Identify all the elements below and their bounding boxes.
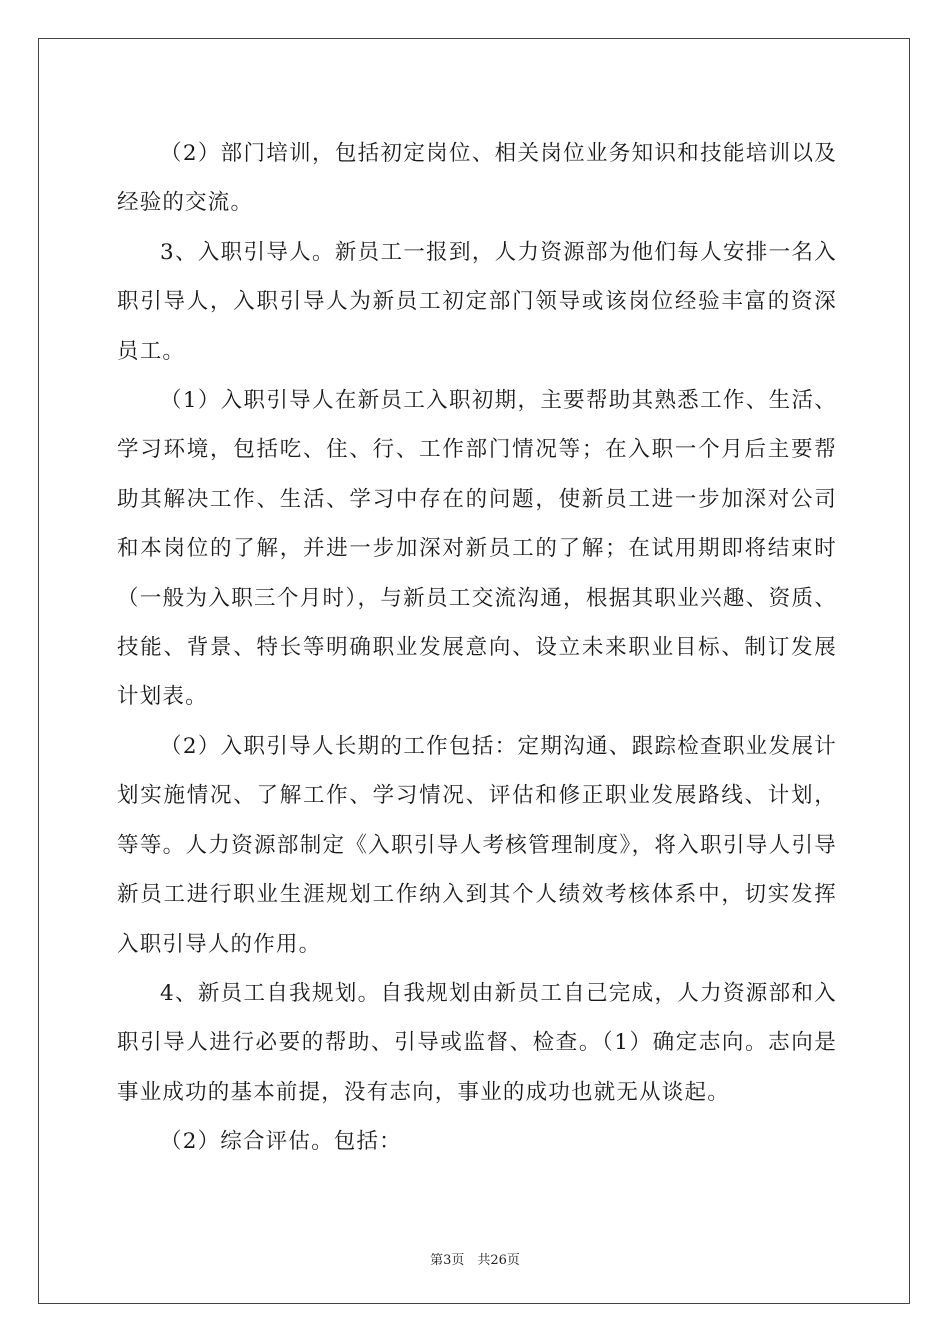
paragraph-6: （2）综合评估。包括： bbox=[160, 1129, 402, 1155]
paragraph-1: （2）部门培训，包括初定岗位、相关岗位业务知识和技能培训以及经验的交流。 bbox=[117, 141, 837, 216]
paragraph-4: （2）入职引导人长期的工作包括：定期沟通、跟踪检查职业发展计划实施情况、了解工作、学习情况、评估和修正职业发展路线、计划，等等。人力资源部制定《入职引导人考核管理制度》，将入职引导人引导新员工进行职业生涯规划工作纳入到其个人绩效考核体系中，切实发挥入职引导人的作用。 bbox=[117, 733, 837, 957]
paragraph-3: （1）入职引导人在新员工入职初期，主要帮助其熟悉工作、生活、学习环境，包括吃、住、行、工作部门情况等；在入职一个月后主要帮助其解决工作、生活、学习中存在的问题，使新员工进一步加深对公司和本岗位的了解，并进一步加深对新员工的了解；在试用期即将结束时（一般为入职三个月时），与新员工交流沟通，根据其职业兴趣、资质、技能、背景、特长等明确职业发展意向、设立未来职业目标、制订发展计划表。 bbox=[117, 388, 837, 710]
paragraph-2: 3、入职引导人。新员工一报到，人力资源部为他们每人安排一名入职引导人，入职引导人为新员工初定部门领导或该岗位经验丰富的资深员工。 bbox=[117, 239, 837, 364]
document-body bbox=[117, 129, 837, 1167]
page-number-footer: 第3页 共26页 bbox=[430, 1253, 520, 1268]
paragraph-5: 4、新员工自我规划。自我规划由新员工自己完成，人力资源部和入职引导人进行必要的帮助、引导或监督、检查。（1）确定志向。志向是事业成功的基本前提，没有志向，事业的成功也就无从谈起。 bbox=[117, 980, 837, 1105]
